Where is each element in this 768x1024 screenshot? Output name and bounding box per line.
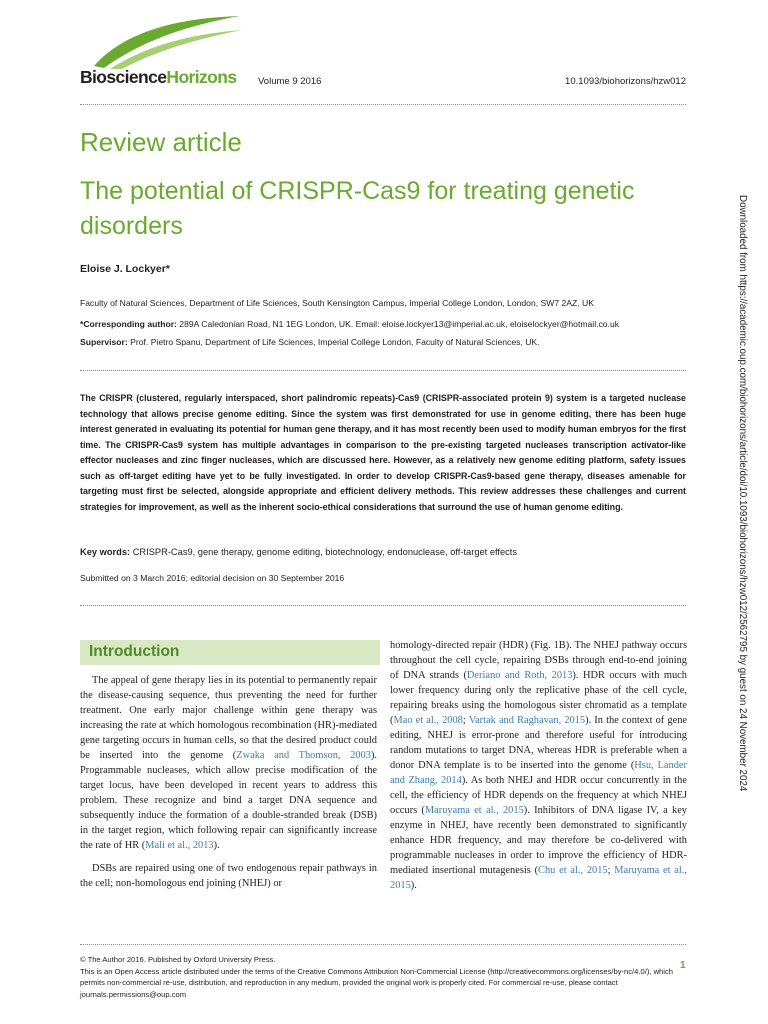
abstract: The CRISPR (clustered, regularly interspaced, short palindromic repeats)-Cas9 (CRISPR-associated protein 9) system is a targeted nuclease technology that allows precise genome editing. Since the system was first demonstrated for use in genome editing, there has been huge interest generated in evaluating its potential for human gene therapy, and it has most recently been used to modify human embryos for the first time. The CRISPR-Cas9 system has multiple advantages in comparison to the pre-existing targeted nucleases transcription activator-like effector nucleases and zinc finger nucleases, which are discussed here. However, as a relatively new genome editing platform, safety issues such as off-target editing have yet to be fully investigated. In order to develop CRISPR-Cas9-based gene therapy, diseases amenable for targeting must first be selected, alongside appropriate and efficient delivery methods. This review addresses these challenges and current strategies for improvement, as well as the inherent socio-ethical considerations that surround the use of human genome editing.: [80, 393, 686, 512]
license-footer: [80, 954, 680, 1000]
citation-link[interactable]: Deriano and Roth, 2013: [466, 670, 573, 681]
doi-link[interactable]: 10.1093/biohorizons/hzw012: [565, 76, 686, 87]
affiliation: Faculty of Natural Sciences, Department of Life Sciences, South Kensington Campus, Imperial College London, London, SW7 2AZ, UK: [80, 298, 594, 308]
copyright-line: © The Author 2016. Published by Oxford University Press.: [80, 955, 276, 964]
citation-link[interactable]: Maruyama et al., 2015: [424, 805, 524, 816]
citation-link[interactable]: Zwaka and Thomson, 2003: [236, 750, 371, 761]
citation-link[interactable]: Vartak and Raghavan, 2015: [468, 715, 586, 726]
citation-link[interactable]: Chu et al., 2015: [538, 865, 608, 876]
right-column: [390, 638, 687, 901]
header-divider: [80, 104, 686, 105]
journal-logo[interactable]: BioscienceHorizons: [80, 67, 237, 87]
citation-link[interactable]: Mali et al., 2013: [145, 840, 214, 851]
citation-link[interactable]: Mao et al., 2008: [393, 715, 463, 726]
citation-link[interactable]: Hsu, Lander and Zhang, 2014: [390, 760, 687, 786]
corresponding-author: *Corresponding author: 289A Caledonian Road, N1 1EG London, UK. Email: eloise.lockyer13@imperial.ac.uk, eloiselockyer@hotmail.co.uk: [80, 319, 620, 329]
left-column: [80, 673, 377, 899]
abstract-divider-bottom: [80, 605, 686, 606]
intro-paragraph-2: DSBs are repaired using one of two endogenous repair pathways in the cell; non-homologous end joining (NHEJ) or: [80, 863, 377, 889]
footer-divider: [80, 944, 686, 945]
article-type: Review article: [80, 127, 242, 157]
download-watermark: Downloaded from https://academic.oup.com/biohorizons/article/doi/10.1093/biohorizons/hzw012/2562795 by guest on 24 November 2024: [737, 195, 748, 792]
keywords: Key words: CRISPR-Cas9, gene therapy, genome editing, biotechnology, endonuclease, off-target effects: [80, 547, 518, 557]
supervisor: Supervisor: Prof. Pietro Spanu, Department of Life Sciences, Imperial College London, Faculty of Natural Sciences, UK.: [80, 337, 540, 347]
page-number: 1: [680, 960, 686, 971]
citation-link[interactable]: Maruyama et al., 2015: [390, 865, 687, 891]
license-text: This is an Open Access article distributed under the terms of the Creative Commons Attribution Non-Commercial License (http://creativecommons.org/licenses/by-nc/4.0/), which permits non-commercial re-use, distribution, and reproduction in any medium, provided the original work is properly cited. For commercial re-use, please contact journals.permissions@oup.com: [80, 966, 673, 999]
journal-logo-swoosh-icon: [92, 14, 242, 69]
article-title: The potential of CRISPR-Cas9 for treating genetic disorders: [80, 177, 635, 240]
section-heading-introduction: Introduction: [80, 640, 380, 665]
intro-paragraph-3: homology-directed repair (HDR) (Fig. 1B). The NHEJ pathway occurs throughout the cell cycle, repairing DSBs through end-to-end joining of DNA strands (Deriano and Roth, 2013). HDR occurs with much lower frequency during only the replicative phase of the cell cycle, repairing breaks using the homologous sister chromatid as a template (Mao et al., 2008; Vartak and Raghavan, 2015). In the context of gene editing, NHEJ is error-prone and therefore useful for introducing random mutations to target DNA, whereas HDR is preferable when a donor DNA template is to be inserted into the genome (Hsu, Lander and Zhang, 2014). As both NHEJ and HDR occur concurrently in the cell, the efficiency of HDR depends on the frequency at which NHEJ occurs (Maruyama et al., 2015). Inhibitors of DNA ligase IV, a key enzyme in NHEJ, have recently been demonstrated to significantly enhance HDR frequency, and may therefore be co-delivered with programmable nucleases in order to improve the efficiency of HDR-mediated insertional mutagenesis (Chu et al., 2015; Maruyama et al., 2015).: [390, 640, 688, 891]
submission-dates: Submitted on 3 March 2016; editorial decision on 30 September 2016: [80, 573, 345, 583]
abstract-divider-top: [80, 370, 686, 371]
author-name: Eloise J. Lockyer*: [80, 263, 170, 275]
intro-paragraph-1: The appeal of gene therapy lies in its potential to permanently repair the disease-causing sequence, thus preventing the need for further treatment. One early major challenge within gene therapy was increasing the rate at which homologous recombination (HR)-mediated gene targeting occurs in human cells, so that the desired product could be inserted into the genome (Zwaka and Thomson, 2003). Programmable nucleases, which allow precise modification of the target locus, have been developed in recent years to address this problem. These recognize and bind a target DNA sequence and subsequently induce the formation of a double-stranded break (DSB) in the target region, which following repair can significantly increase the rate of HR (Mali et al., 2013).: [80, 675, 378, 851]
volume-label: Volume 9 2016: [258, 76, 322, 87]
